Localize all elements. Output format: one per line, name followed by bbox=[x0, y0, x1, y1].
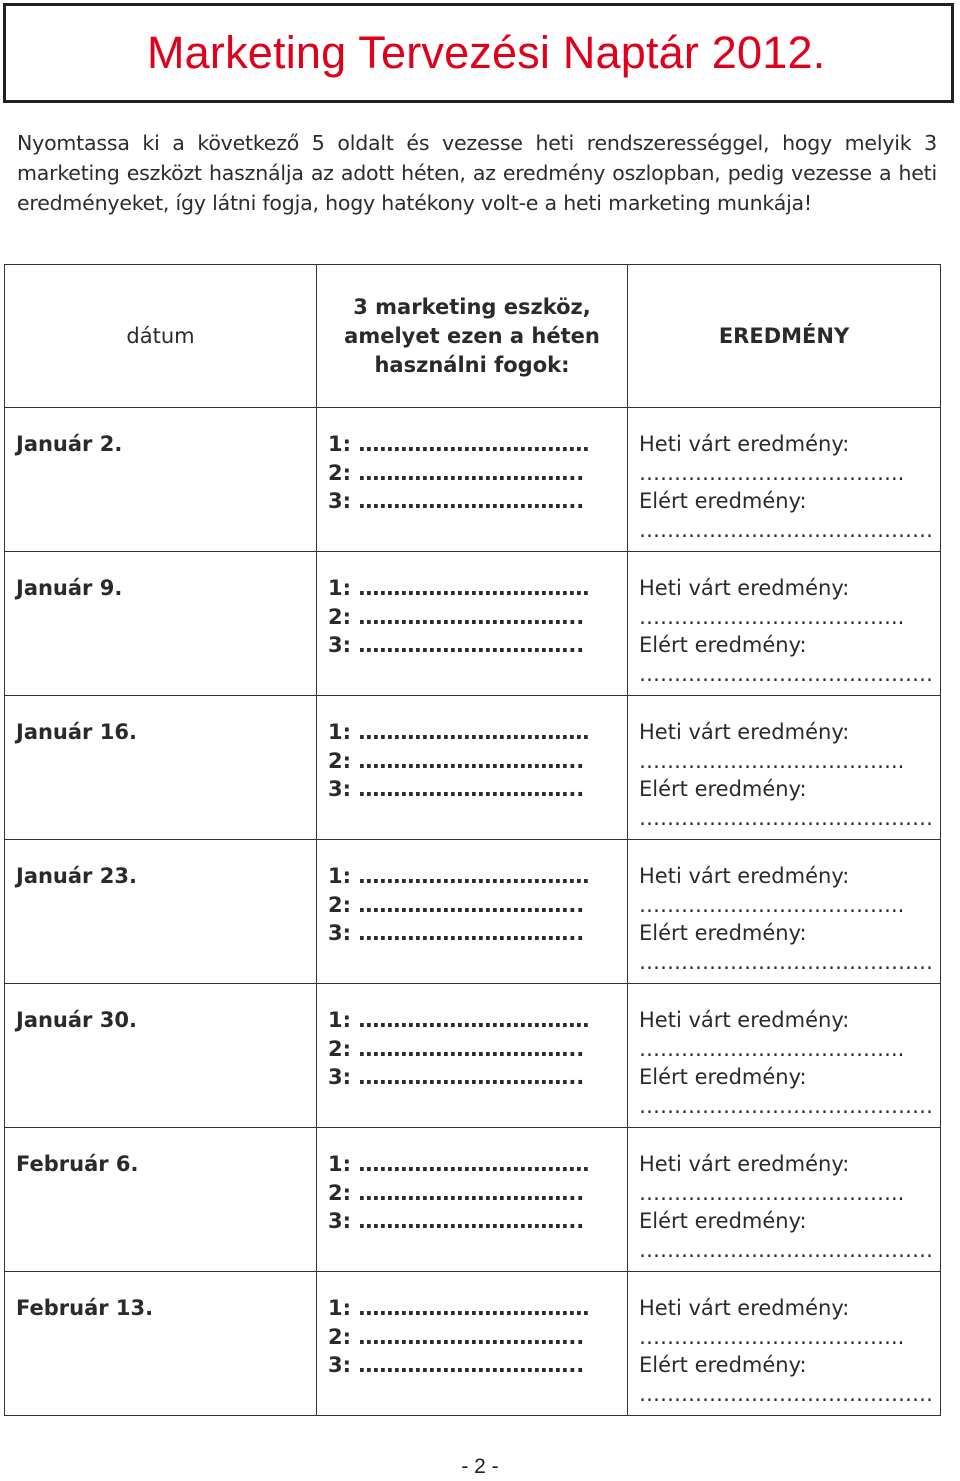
week-date: Február 6. bbox=[16, 1152, 139, 1176]
tool-2-line[interactable]: 2: ………………………….. bbox=[328, 1324, 585, 1349]
tools-cell bbox=[317, 1128, 628, 1272]
tool-1-line[interactable]: 1: …………………………… bbox=[328, 432, 590, 456]
tools-cell bbox=[317, 696, 628, 840]
achieved-result-line[interactable]: …………………………………… bbox=[639, 661, 933, 686]
result-cell bbox=[628, 840, 941, 984]
expected-result-label: Heti várt eredmény: bbox=[639, 1008, 850, 1032]
expected-result-label: Heti várt eredmény: bbox=[639, 1152, 850, 1176]
expected-result-label: Heti várt eredmény: bbox=[639, 864, 850, 888]
table-row bbox=[5, 840, 941, 984]
achieved-result-label: Elért eredmény: bbox=[639, 777, 807, 801]
date-cell bbox=[5, 1128, 317, 1272]
achieved-result-line[interactable]: …………………………………… bbox=[639, 1381, 933, 1406]
date-cell bbox=[5, 552, 317, 696]
tool-3-line[interactable]: 3: ………………………….. bbox=[328, 777, 585, 801]
achieved-result-label: Elért eredmény: bbox=[639, 489, 807, 513]
tool-2-line[interactable]: 2: ………………………….. bbox=[328, 892, 585, 917]
expected-result-line[interactable]: ……………………………….. bbox=[639, 460, 905, 485]
table-header-row bbox=[5, 265, 941, 408]
header-tools: 3 marketing eszköz, amelyet ezen a héten használni fogok: bbox=[317, 265, 628, 408]
tool-3-line[interactable]: 3: ………………………….. bbox=[328, 1353, 585, 1377]
table-row bbox=[5, 408, 941, 552]
tool-3-line[interactable]: 3: ………………………….. bbox=[328, 921, 585, 945]
tools-cell bbox=[317, 552, 628, 696]
table-row bbox=[5, 1128, 941, 1272]
expected-result-label: Heti várt eredmény: bbox=[639, 720, 850, 744]
tool-2-line[interactable]: 2: ………………………….. bbox=[328, 604, 585, 629]
expected-result-label: Heti várt eredmény: bbox=[639, 432, 850, 456]
table-row bbox=[5, 696, 941, 840]
expected-result-line[interactable]: ……………………………….. bbox=[639, 1180, 905, 1205]
tool-1-line[interactable]: 1: …………………………… bbox=[328, 1296, 590, 1320]
week-date: Január 9. bbox=[16, 576, 123, 600]
intro-paragraph: Nyomtassa ki a következő 5 oldalt és vezesse heti rendszerességgel, hogy melyik 3 marketing eszközt használja az adott héten, az eredmény oszlopban, pedig vezesse a heti eredményeket, így látni fogja, hogy hatékony volt-e a heti marketing munkája! bbox=[17, 131, 937, 215]
tool-2-line[interactable]: 2: ………………………….. bbox=[328, 460, 585, 485]
table-row bbox=[5, 984, 941, 1128]
tools-cell bbox=[317, 408, 628, 552]
result-cell bbox=[628, 984, 941, 1128]
expected-result-label: Heti várt eredmény: bbox=[639, 576, 850, 600]
tool-1-line[interactable]: 1: …………………………… bbox=[328, 864, 590, 888]
page-title: Marketing Tervezési Naptár 2012. bbox=[147, 27, 826, 78]
tool-3-line[interactable]: 3: ………………………….. bbox=[328, 633, 585, 657]
tool-3-line[interactable]: 3: ………………………….. bbox=[328, 1065, 585, 1089]
table-row bbox=[5, 552, 941, 696]
tools-cell bbox=[317, 984, 628, 1128]
tools-cell bbox=[317, 840, 628, 984]
tool-3-line[interactable]: 3: ………………………….. bbox=[328, 1209, 585, 1233]
title-box bbox=[3, 3, 954, 103]
result-cell bbox=[628, 1128, 941, 1272]
date-cell bbox=[5, 696, 317, 840]
tool-2-line[interactable]: 2: ………………………….. bbox=[328, 748, 585, 773]
tool-2-line[interactable]: 2: ………………………….. bbox=[328, 1180, 585, 1205]
date-cell bbox=[5, 1272, 317, 1416]
expected-result-line[interactable]: ……………………………….. bbox=[639, 604, 905, 629]
achieved-result-line[interactable]: …………………………………… bbox=[639, 517, 933, 542]
result-cell bbox=[628, 408, 941, 552]
tool-1-line[interactable]: 1: …………………………… bbox=[328, 1008, 590, 1032]
achieved-result-line[interactable]: …………………………………… bbox=[639, 1237, 933, 1262]
achieved-result-label: Elért eredmény: bbox=[639, 1353, 807, 1377]
result-cell bbox=[628, 1272, 941, 1416]
header-result: EREDMÉNY bbox=[628, 265, 941, 408]
week-date: Február 13. bbox=[16, 1296, 154, 1320]
date-cell bbox=[5, 840, 317, 984]
tool-1-line[interactable]: 1: …………………………… bbox=[328, 576, 590, 600]
date-cell bbox=[5, 408, 317, 552]
tool-3-line[interactable]: 3: ………………………….. bbox=[328, 489, 585, 513]
planning-table bbox=[4, 264, 941, 1416]
achieved-result-label: Elért eredmény: bbox=[639, 1209, 807, 1233]
header-date: dátum bbox=[5, 265, 317, 408]
page-number: - 2 - bbox=[461, 1455, 499, 1478]
achieved-result-label: Elért eredmény: bbox=[639, 1065, 807, 1089]
achieved-result-label: Elért eredmény: bbox=[639, 921, 807, 945]
expected-result-line[interactable]: ……………………………….. bbox=[639, 1036, 905, 1061]
result-cell bbox=[628, 552, 941, 696]
expected-result-line[interactable]: ……………………………….. bbox=[639, 1324, 905, 1349]
expected-result-line[interactable]: ……………………………….. bbox=[639, 748, 905, 773]
achieved-result-line[interactable]: …………………………………… bbox=[639, 805, 933, 830]
achieved-result-line[interactable]: …………………………………… bbox=[639, 949, 933, 974]
date-cell bbox=[5, 984, 317, 1128]
tools-cell bbox=[317, 1272, 628, 1416]
achieved-result-line[interactable]: …………………………………… bbox=[639, 1093, 933, 1118]
tool-1-line[interactable]: 1: …………………………… bbox=[328, 1152, 590, 1176]
expected-result-label: Heti várt eredmény: bbox=[639, 1296, 850, 1320]
week-date: Január 23. bbox=[16, 864, 137, 888]
tool-1-line[interactable]: 1: …………………………… bbox=[328, 720, 590, 744]
week-date: Január 16. bbox=[16, 720, 137, 744]
table-row bbox=[5, 1272, 941, 1416]
week-date: Január 30. bbox=[16, 1008, 137, 1032]
week-date: Január 2. bbox=[16, 432, 123, 456]
achieved-result-label: Elért eredmény: bbox=[639, 633, 807, 657]
tool-2-line[interactable]: 2: ………………………….. bbox=[328, 1036, 585, 1061]
expected-result-line[interactable]: ……………………………….. bbox=[639, 892, 905, 917]
result-cell bbox=[628, 696, 941, 840]
